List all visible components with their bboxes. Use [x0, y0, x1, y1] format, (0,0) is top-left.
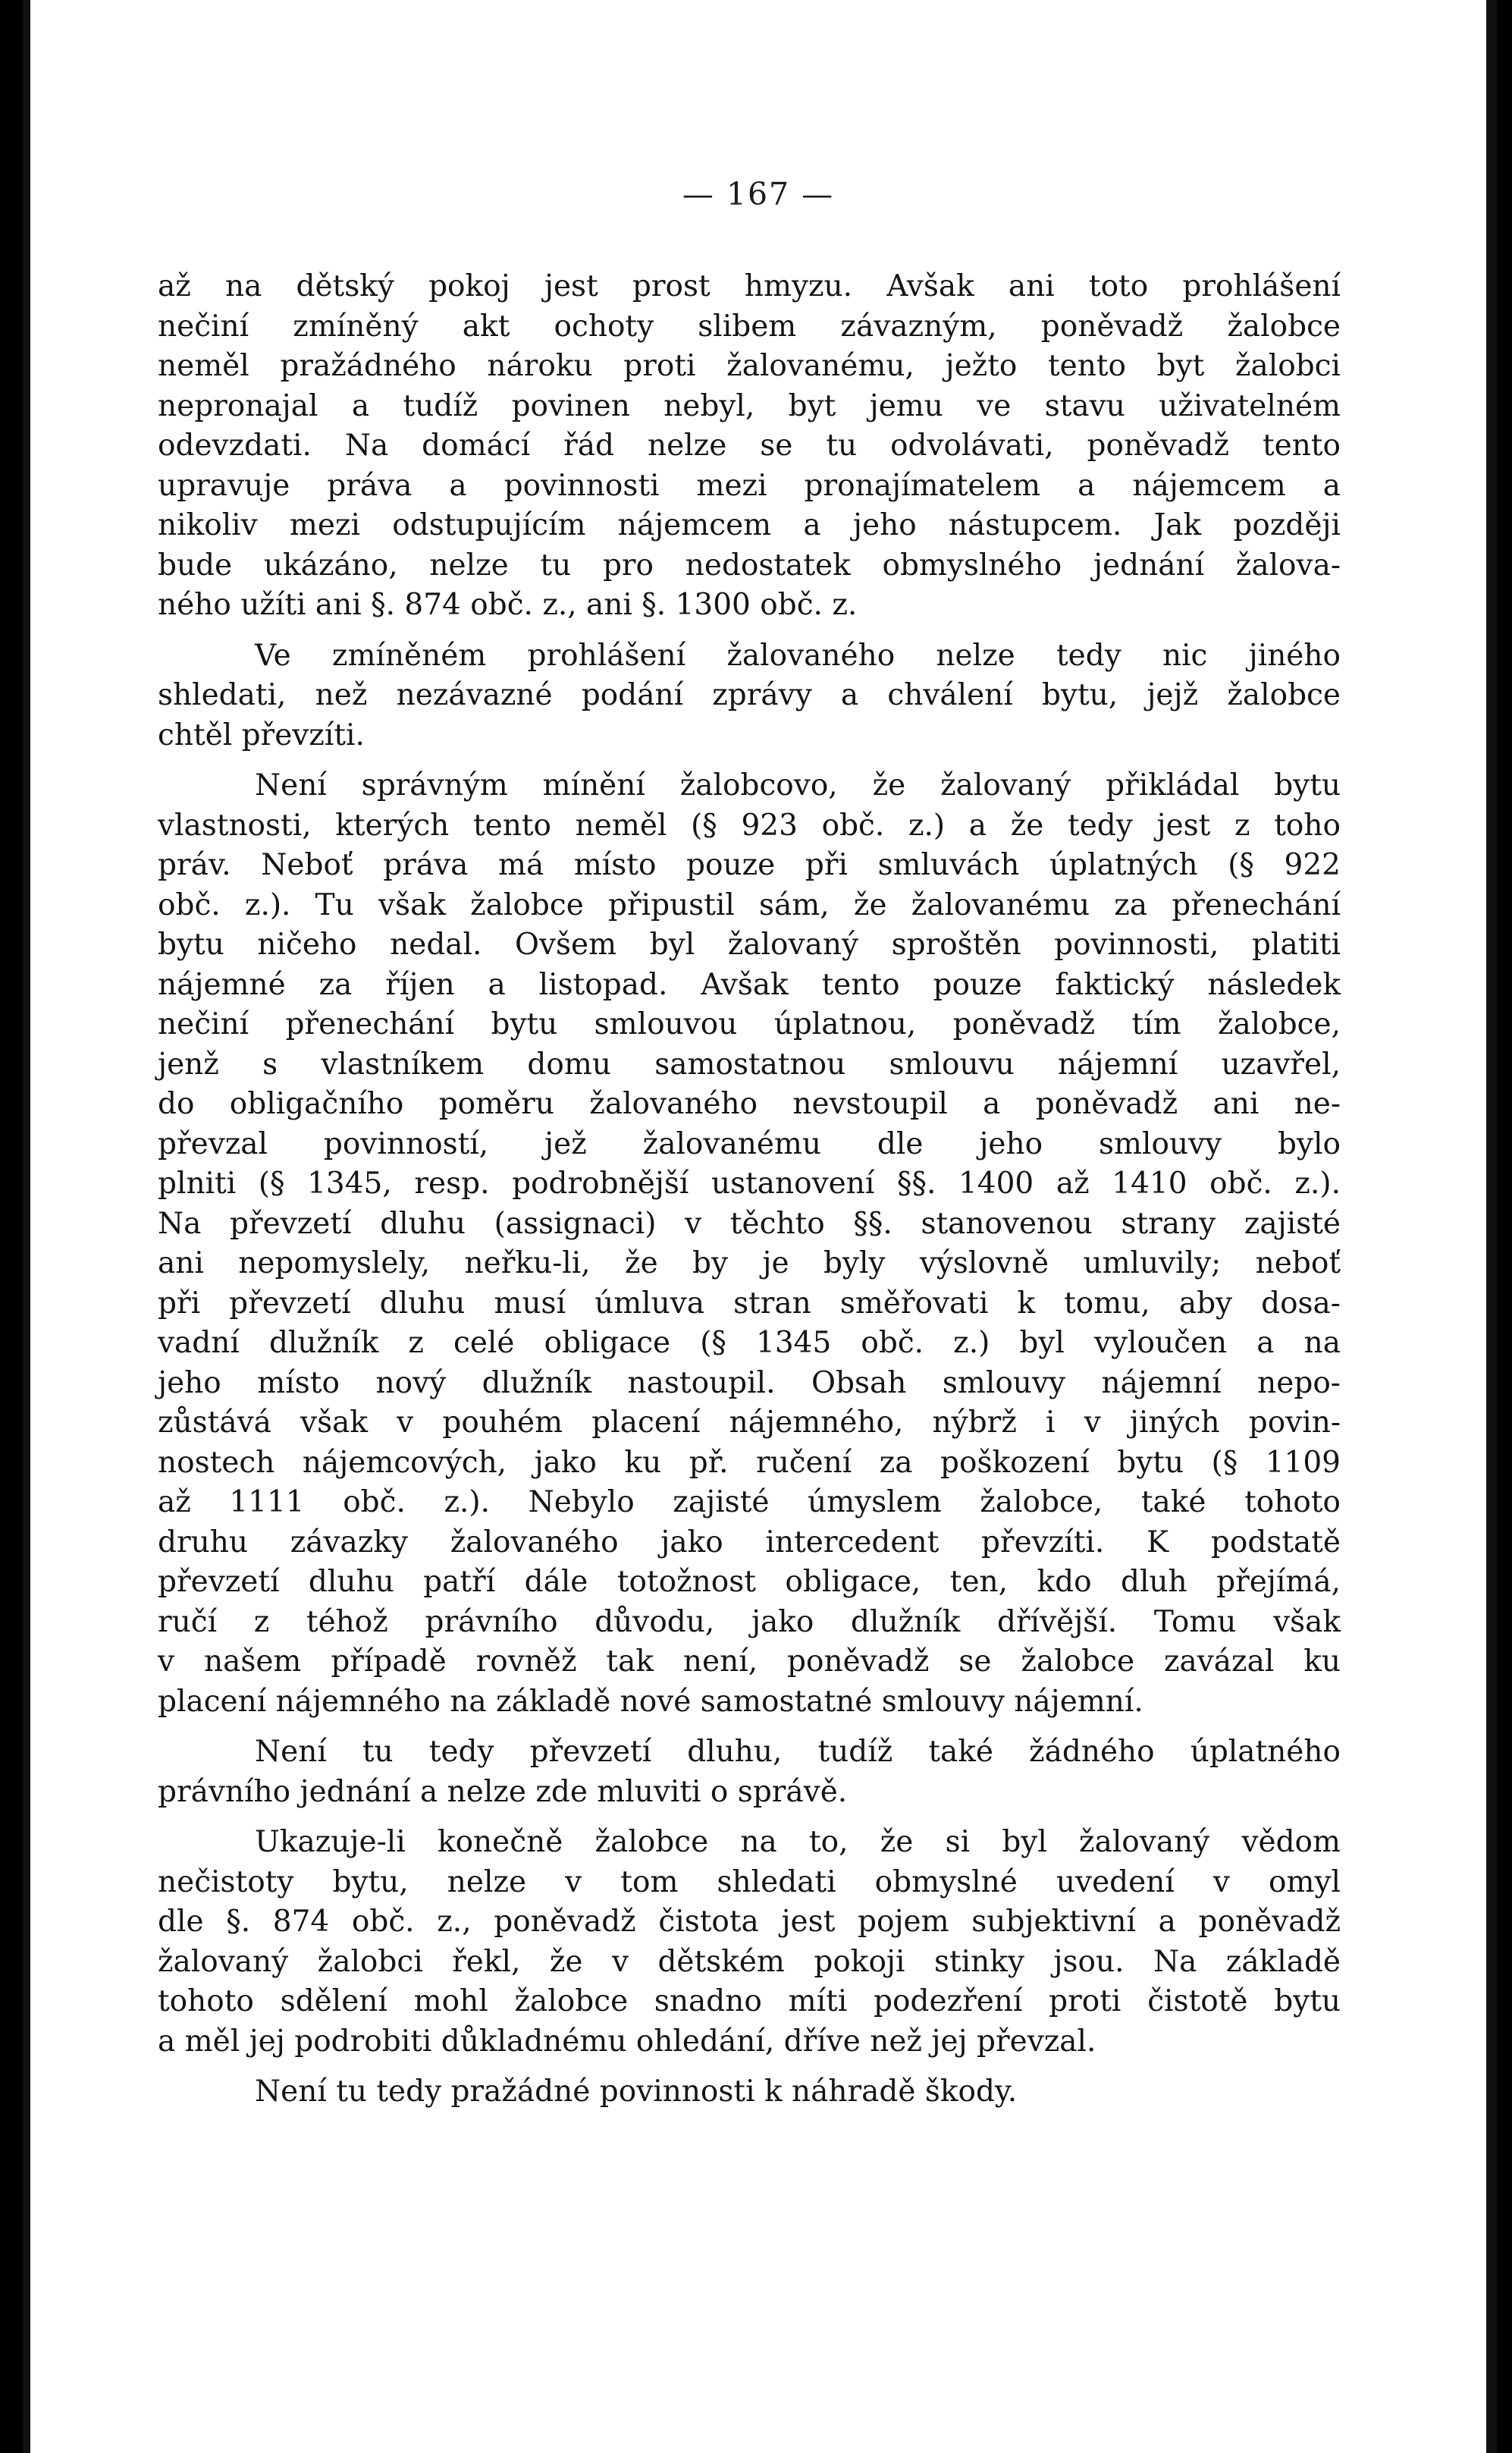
- text-line: odevzdati. Na domácí řád nelze se tu odvolávati, poněvadž tento: [158, 429, 1341, 463]
- text-line: plniti (§ 1345, resp. podrobnější ustanovení §§. 1400 až 1410 obč. z.).: [158, 1167, 1341, 1201]
- text-line: neměl pražádného nároku proti žalovanému, ježto tento byt žalobci: [158, 349, 1341, 383]
- paragraph-1: [158, 267, 1341, 626]
- paragraph-gap: [158, 755, 1341, 766]
- text-line: nepronajal a tudíž povinen nebyl, byt jemu ve stavu uživatelném: [158, 388, 1341, 423]
- text-line: jenž s vlastníkem domu samostatnou smlouvu nájemní uzavřel,: [158, 1047, 1341, 1082]
- text-line: dle §. 874 obč. z., poněvadž čistota jest pojem subjektivní a poněvadž: [158, 1905, 1341, 1939]
- text-line: Není správným mínění žalobcovo, že žalovaný přikládal bytu: [255, 768, 1341, 802]
- text-line: Ve zmíněném prohlášení žalovaného nelze tedy nic jiného: [255, 638, 1341, 673]
- text-line: nečiní zmíněný akt ochoty slibem závazným, poněvadž žalobce: [158, 309, 1341, 344]
- document-page: [23, 0, 1497, 2453]
- paragraph-2: [158, 636, 1341, 756]
- text-line: placení nájemného na základě nové samostatné smlouvy nájemní.: [158, 1684, 1143, 1719]
- page-number: — 167 —: [682, 176, 835, 212]
- text-line: až na dětský pokoj jest prost hmyzu. Avšak ani toto prohlášení: [158, 269, 1341, 303]
- text-line: ani nepomyslely, neřku-li, že by je byly výslovně umluvily; neboť: [158, 1246, 1341, 1280]
- text-line: bude ukázáno, nelze tu pro nedostatek obmyslného jednání žalova-: [158, 548, 1341, 583]
- text-line: ručí z téhož právního důvodu, jako dlužník dřívější. Tomu však: [158, 1604, 1341, 1639]
- paragraph-6: [158, 2072, 1341, 2112]
- text-line: do obligačního poměru žalovaného nevstoupil a poněvadž ani ne-: [158, 1087, 1341, 1121]
- text-line: nečiní přenechání bytu smlouvou úplatnou, poněvadž tím žalobce,: [158, 1007, 1341, 1041]
- text-line: nostech nájemcových, jako ku př. ručení za poškození bytu (§ 1109: [158, 1445, 1341, 1480]
- text-line: právního jednání a nelze zde mluviti o správě.: [158, 1774, 848, 1809]
- text-line: nečistoty bytu, nelze v tom shledati obmyslné uvedení v omyl: [158, 1864, 1341, 1899]
- text-line: zůstává však v pouhém placení nájemného, nýbrž i v jiných povin-: [158, 1406, 1341, 1440]
- text-line: v našem případě rovněž tak není, poněvadž se žalobce zavázal ku: [158, 1644, 1341, 1679]
- paragraph-4: [158, 1732, 1341, 1812]
- text-line: Není tu tedy pražádné povinnosti k náhradě škody.: [255, 2075, 1018, 2109]
- paragraph-gap: [158, 2062, 1341, 2072]
- paragraph-gap: [158, 1722, 1341, 1732]
- text-line: vlastnosti, kterých tento neměl (§ 923 obč. z.) a že tedy jest z toho: [158, 808, 1341, 843]
- text-line: chtěl převzíti.: [158, 718, 365, 752]
- paragraph-gap: [158, 1812, 1341, 1823]
- text-line: při převzetí dluhu musí úmluva stran směřovati k tomu, aby dosa-: [158, 1286, 1341, 1321]
- text-line: nikoliv mezi odstupujícím nájemcem a jeho nástupcem. Jak později: [158, 508, 1341, 542]
- paragraph-3: [158, 766, 1341, 1722]
- paragraph-5: [158, 1823, 1341, 2062]
- text-line: obč. z.). Tu však žalobce připustil sám, že žalovanému za přenechání: [158, 887, 1341, 922]
- text-line: žalovaný žalobci řekl, že v dětském pokoji stinky jsou. Na základě: [158, 1944, 1341, 1979]
- text-line: Na převzetí dluhu (assignaci) v těchto §§. stanovenou strany zajisté: [158, 1206, 1341, 1241]
- text-line: nájemné za říjen a listopad. Avšak tento pouze faktický následek: [158, 967, 1341, 1002]
- text-line: Není tu tedy převzetí dluhu, tudíž také žádného úplatného: [255, 1735, 1341, 1769]
- text-line: práv. Neboť práva má místo pouze při smluvách úplatných (§ 922: [158, 848, 1341, 882]
- body-text: [158, 267, 1341, 2112]
- text-line: shledati, než nezávazné podání zprávy a chválení bytu, jejž žalobce: [158, 678, 1341, 712]
- text-line: ného užíti ani §. 874 obč. z., ani §. 1300 obč. z.: [158, 588, 858, 622]
- text-line: jeho místo nový dlužník nastoupil. Obsah smlouvy nájemní nepo-: [158, 1365, 1341, 1400]
- text-line: převzetí dluhu patří dále totožnost obligace, ten, kdo dluh přejímá,: [158, 1565, 1341, 1599]
- text-line: upravuje práva a povinnosti mezi pronajímatelem a nájemcem a: [158, 468, 1341, 503]
- text-line: Ukazuje-li konečně žalobce na to, že si byl žalovaný vědom: [255, 1825, 1341, 1859]
- text-line: převzal povinností, jež žalovanému dle jeho smlouvy bylo: [158, 1126, 1341, 1161]
- text-line: a měl jej podrobiti důkladnému ohledání, dříve než jej převzal.: [158, 2024, 1096, 2059]
- text-line: bytu ničeho nedal. Ovšem byl žalovaný sproštěn povinnosti, platiti: [158, 928, 1341, 962]
- text-line: druhu závazky žalovaného jako intercedent převzíti. K podstatě: [158, 1525, 1341, 1559]
- paragraph-gap: [158, 626, 1341, 636]
- text-line: vadní dlužník z celé obligace (§ 1345 obč. z.) byl vyloučen a na: [158, 1326, 1341, 1360]
- text-line: až 1111 obč. z.). Nebylo zajisté úmyslem žalobce, také tohoto: [158, 1485, 1341, 1519]
- text-line: tohoto sdělení mohl žalobce snadno míti podezření proti čistotě bytu: [158, 1984, 1341, 2018]
